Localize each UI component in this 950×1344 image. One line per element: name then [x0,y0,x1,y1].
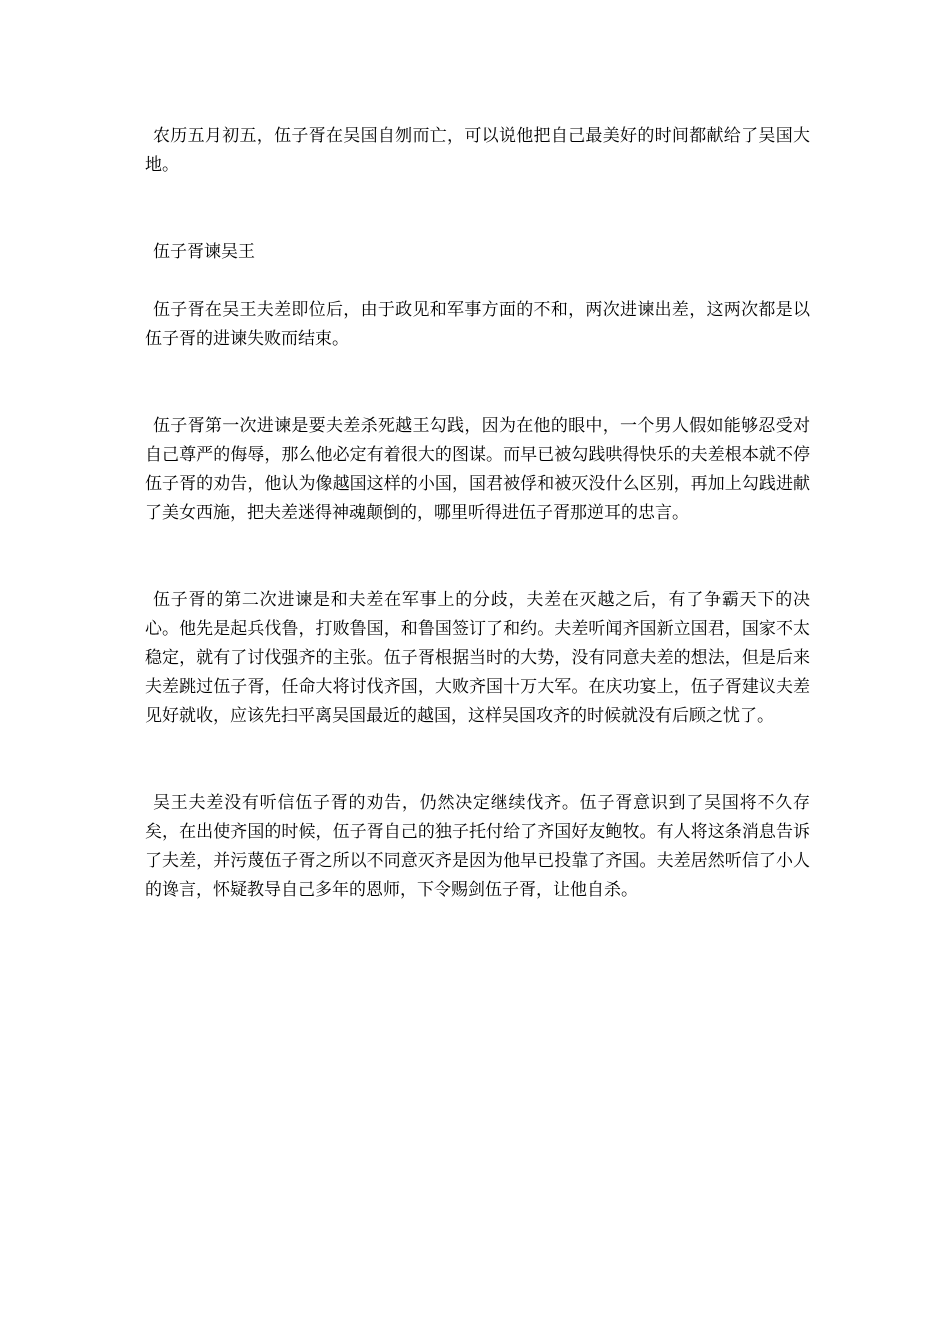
paragraph-spacer [145,528,810,586]
paragraph-second-remonstrance: 伍子胥的第二次进谏是和夫差在军事上的分歧，夫差在灭越之后，有了争霸天下的决心。他先是起兵伐鲁，打败鲁国，和鲁国签订了和约。夫差听闻齐国新立国君，国家不太稳定，就有了讨伐强齐的主张。伍子胥根据当时的大势，没有同意夫差的想法，但是后来夫差跳过伍子胥，任命大将讨伐齐国，大败齐国十万大军。在庆功宴上，伍子胥建议夫差见好就收，应该先扫平离吴国最近的越国，这样吴国攻齐的时候就没有后顾之忧了。 [145,590,810,726]
paragraph-spacer [145,731,810,789]
paragraph-first-remonstrance: 伍子胥第一次进谏是要夫差杀死越王勾践，因为在他的眼中，一个男人假如能够忍受对自己尊严的侮辱，那么他必定有着很大的图谋。而早已被勾践哄得快乐的夫差根本就不停伍子胥的劝告，他认为像越国这样的小国，国君被俘和被灭没什么区别，再加上勾践进献了美女西施，把夫差迷得神魂颠倒的，哪里听得进伍子胥那逆耳的忠言。 [145,416,810,523]
document-body [145,122,810,905]
section-heading: 伍子胥谏吴王 [153,242,255,262]
paragraph-ending: 吴王夫差没有听信伍子胥的劝告，仍然决定继续伐齐。伍子胥意识到了吴国将不久存矣，在出使齐国的时候，伍子胥自己的独子托付给了齐国好友鲍牧。有人将这条消息告诉了夫差，并污蔑伍子胥之所以不同意灭齐是因为他早已投靠了齐国。夫差居然听信了小人的谗言，怀疑教导自己多年的恩师，下令赐剑伍子胥，让他自杀。 [145,793,810,900]
paragraph-spacer [145,267,810,296]
paragraph-spacer [145,354,810,412]
paragraph-spacer [145,180,810,238]
paragraph-intro: 农历五月初五，伍子胥在吴国自刎而亡，可以说他把自己最美好的时间都献给了吴国大地。 [145,126,810,175]
paragraph-summary: 伍子胥在吴王夫差即位后，由于政见和军事方面的不和，两次进谏出差，这两次都是以伍子胥的进谏失败而结束。 [145,300,810,349]
